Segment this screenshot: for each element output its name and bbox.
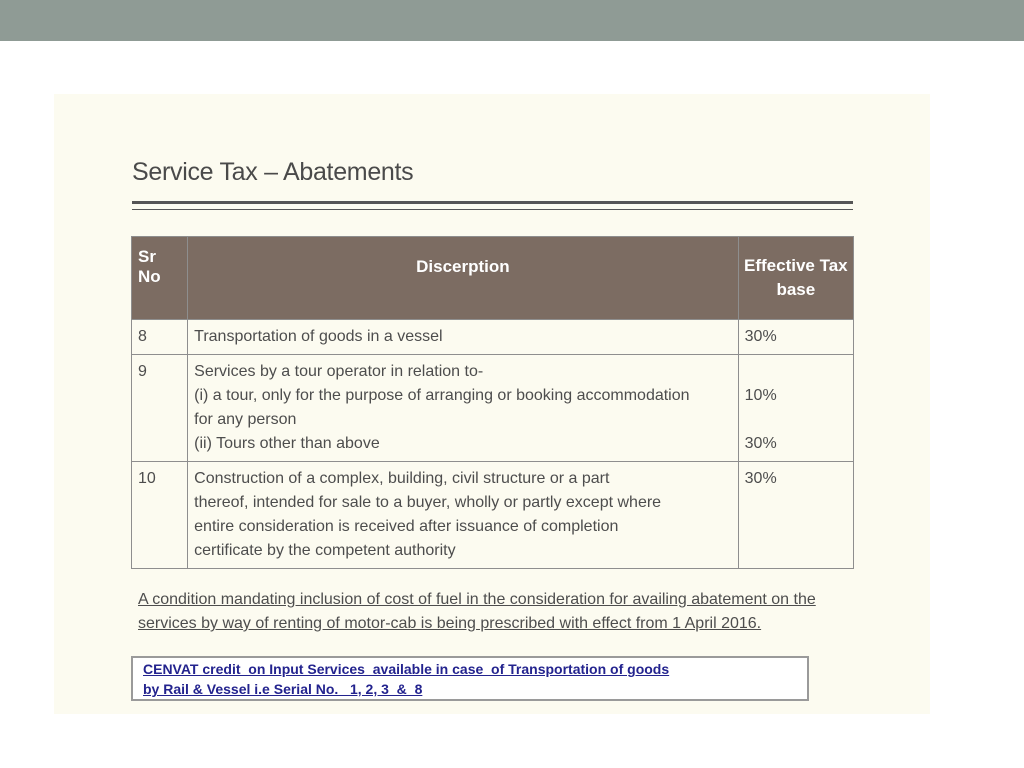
effective-value: 10% xyxy=(744,387,777,404)
description-line: Services by a tour operator in relation to- xyxy=(194,363,484,380)
condition-line: A condition mandating inclusion of cost of fuel in the consideration for availing abatement on the xyxy=(138,591,816,608)
effective-value: 30% xyxy=(744,470,777,487)
effective-value: 30% xyxy=(744,435,777,452)
table-header-row xyxy=(132,237,854,320)
table-row xyxy=(132,462,854,569)
header-effective-line1: Effective Tax xyxy=(744,256,848,275)
header-effective-line2: base xyxy=(776,280,816,299)
description-line: for any person xyxy=(194,411,297,428)
abatement-slide-image xyxy=(54,94,930,714)
sr-cell: 10 xyxy=(132,462,188,569)
header-description: Discerption xyxy=(188,237,739,320)
fuel-condition-note xyxy=(138,588,858,636)
title-rule-thin xyxy=(132,209,853,210)
cenvat-credit-note xyxy=(131,656,809,701)
table-row xyxy=(132,355,854,462)
slide-title: Service Tax – Abatements xyxy=(132,158,414,186)
effective-cell xyxy=(738,320,853,355)
description-cell xyxy=(188,355,739,462)
description-line: (ii) Tours other than above xyxy=(194,435,380,452)
sr-cell: 9 xyxy=(132,355,188,462)
cenvat-note-line1: CENVAT credit on Input Services available in case of Transportation of goods xyxy=(143,661,670,677)
title-rule-thick xyxy=(132,201,853,204)
table-row xyxy=(132,320,854,355)
description-line: certificate by the competent authority xyxy=(194,542,456,559)
effective-cell xyxy=(738,355,853,462)
effective-cell xyxy=(738,462,853,569)
condition-line: services by way of renting of motor-cab is being prescribed with effect from 1 April 2016. xyxy=(138,615,762,632)
description-cell xyxy=(188,320,739,355)
header-effective-tax-base xyxy=(738,237,853,320)
effective-value: 30% xyxy=(744,328,777,345)
cenvat-note-line2: by Rail & Vessel i.e Serial No. 1, 2, 3 & 8 xyxy=(143,681,423,697)
abatement-table xyxy=(131,236,854,569)
description-line: Transportation of goods in a vessel xyxy=(194,328,443,345)
description-line: Construction of a complex, building, civil structure or a part xyxy=(194,470,610,487)
top-band xyxy=(0,0,1024,41)
description-line: thereof, intended for sale to a buyer, wholly or partly except where xyxy=(194,494,662,511)
description-line: (i) a tour, only for the purpose of arranging or booking accommodation xyxy=(194,387,690,404)
description-cell xyxy=(188,462,739,569)
sr-cell: 8 xyxy=(132,320,188,355)
description-line: entire consideration is received after issuance of completion xyxy=(194,518,619,535)
header-sr-no: Sr No xyxy=(132,237,188,320)
